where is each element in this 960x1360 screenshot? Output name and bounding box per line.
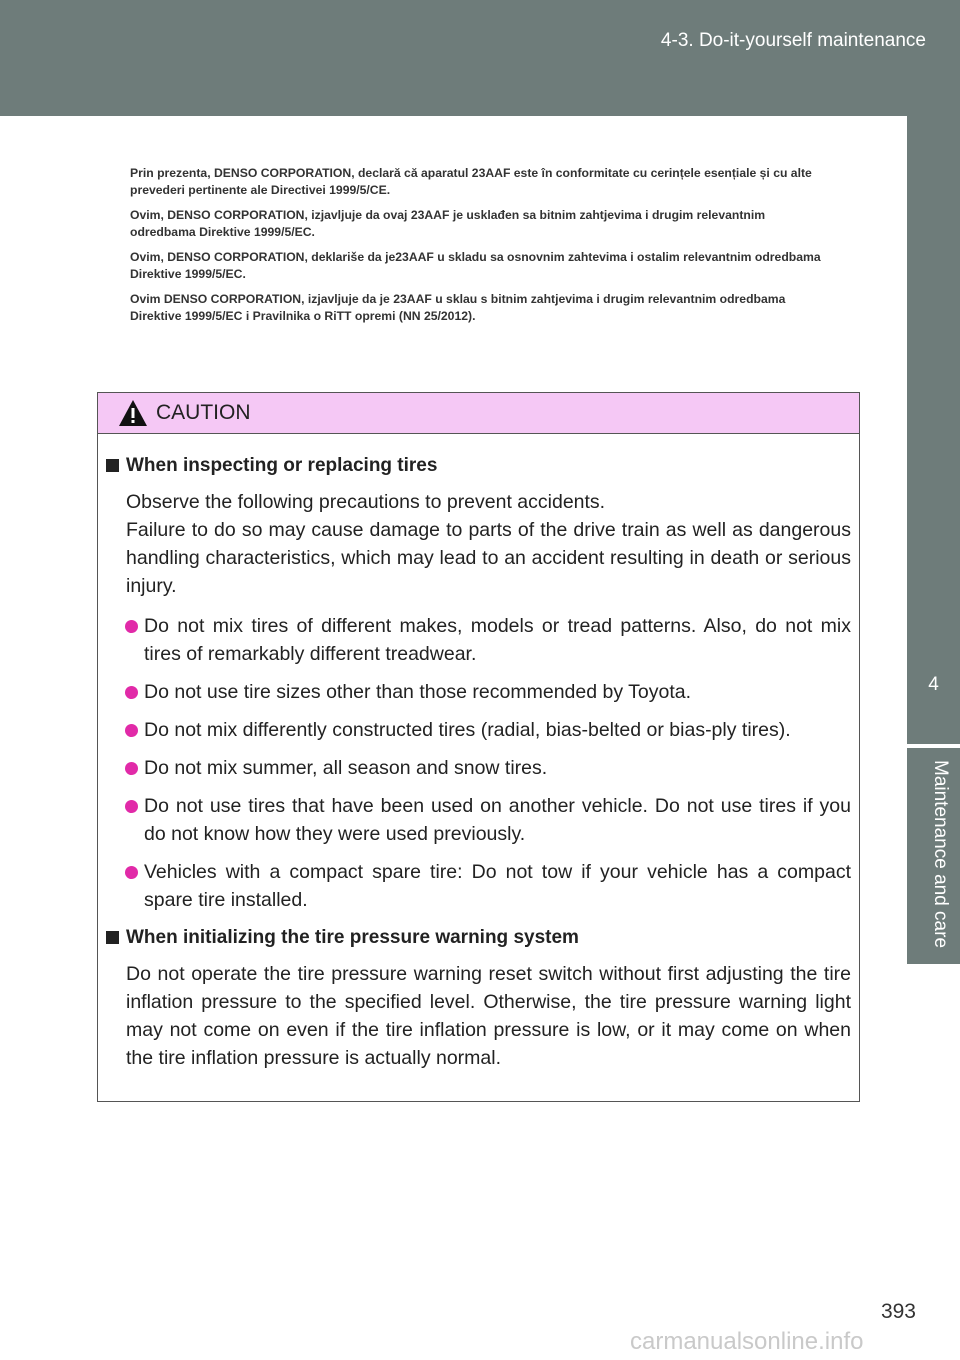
section-title: 4-3. Do-it-yourself maintenance <box>660 30 926 51</box>
declaration-bosnian: Ovim, DENSO CORPORATION, izjavljuje da ovaj 23AAF je usklađen sa bitnim zahtjevima i drugim relevantnim odredbama Direktive 1999/5/EC. <box>130 208 766 239</box>
watermark: carmanualsonline.info <box>630 1328 864 1355</box>
square-bullet-icon <box>106 459 119 472</box>
list-item: Vehicles with a compact spare tire: Do not tow if your vehicle has a compact spare tire installed. <box>144 858 851 914</box>
list-item: Do not use tires that have been used on another vehicle. Do not use tires if you do not know how they were used previously. <box>144 792 851 848</box>
list-item: Do not mix tires of different makes, models or tread patterns. Also, do not mix tires of remarkably different treadwear. <box>144 612 851 668</box>
declaration-romanian: Prin prezenta, DENSO CORPORATION, declară că aparatul 23AAF este în conformitate cu cerințele esențiale și cu alte prevederi pertinente ale Directivei 1999/5/CE. <box>130 166 812 197</box>
bullet-dot-icon <box>125 686 138 699</box>
list-item: Do not use tire sizes other than those recommended by Toyota. <box>144 678 851 706</box>
paragraph: Failure to do so may cause damage to parts of the drive train as well as dangerous handling characteristics, which may lead to an accident resulting in death or serious injury. <box>126 519 851 597</box>
caution-label: CAUTION <box>156 401 251 424</box>
caution-header <box>98 393 859 434</box>
declaration-croatian: Ovim DENSO CORPORATION, izjavljuje da je 23AAF u sklau s bitnim zahtjevima i drugim relevantnim odredbama Direktive 1999/5/EC i Pravilnika o RiTT opremi (NN 25/2012). <box>130 292 786 323</box>
caution-box <box>97 392 860 1102</box>
square-bullet-icon <box>106 931 119 944</box>
paragraph: Observe the following precautions to prevent accidents. <box>126 491 606 513</box>
chapter-number: 4 <box>928 674 939 695</box>
list-item: Do not mix differently constructed tires (radial, bias-belted or bias-ply tires). <box>144 716 851 744</box>
paragraph: Do not operate the tire pressure warning reset switch without first adjusting the tire inflation pressure to the specified level. Otherwise, the tire pressure warning light may not come on even if the tire inflation pressure is low, or it may come on when the tire inflation pressure is actually normal. <box>126 963 851 1069</box>
bullet-list <box>106 612 851 914</box>
caution-body <box>98 434 859 1072</box>
page-number: 393 <box>880 1300 916 1323</box>
section-heading-inspecting-tires: When inspecting or replacing tires <box>106 452 851 480</box>
section-heading-tire-pressure-system: When initializing the tire pressure warning system <box>106 924 851 952</box>
bullet-dot-icon <box>125 800 138 813</box>
bullet-dot-icon <box>125 620 138 633</box>
warning-icon <box>118 399 148 427</box>
side-tab-divider <box>907 744 960 748</box>
declaration-serbian: Ovim, DENSO CORPORATION, deklariše da je23AAF u skladu sa osnovnim zahtevima i ostalim relevantnim odredbama Direktive 1999/5/EC. <box>130 250 821 281</box>
header-bar <box>0 0 960 116</box>
chapter-label: Maintenance and care <box>930 760 951 949</box>
list-item: Do not mix summer, all season and snow tires. <box>144 754 851 782</box>
bullet-dot-icon <box>125 762 138 775</box>
bullet-dot-icon <box>125 724 138 737</box>
bullet-dot-icon <box>125 866 138 879</box>
declarations <box>130 165 830 333</box>
